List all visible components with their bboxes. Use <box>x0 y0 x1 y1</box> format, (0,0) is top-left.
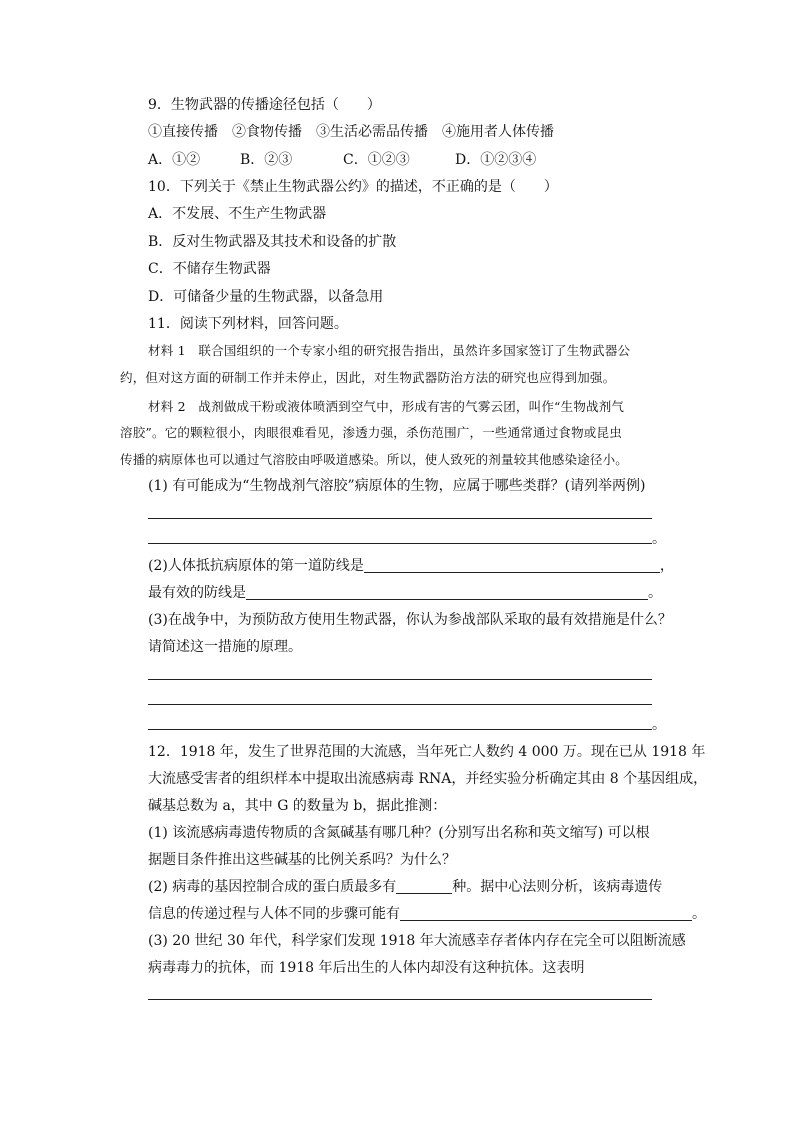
q11-material2-line1: 材料 2 战剂做成干粉或液体喷洒到空气中，形成有害的气雾云团，叫作“生物战剂气 <box>148 399 625 414</box>
answer-blank[interactable] <box>246 585 648 600</box>
q10-stem: 10．下列关于《禁止生物武器公约》的描述，不正确的是（ ） <box>148 179 558 195</box>
q11-material2-line2: 溶胶”。它的颗粒很小，肉眼很难看见，渗透力强，杀伤范围广，一些通常通过食物或昆虫 <box>120 425 622 440</box>
q12-stem-line3: 碱基总数为 a，其中 G 的数量为 b，据此推测： <box>148 798 447 814</box>
end-period: 。 <box>652 531 666 547</box>
q9-stem: 9．生物武器的传播途径包括（ ） <box>148 97 381 113</box>
q12-sub2-line2 <box>148 905 706 923</box>
q10-option-a: A．不发展、不生产生物武器 <box>148 206 327 222</box>
period: 。 <box>648 585 662 601</box>
q12-sub1-line1: (1) 该流感病毒遗传物质的含氮碱基有哪几种？(分别写出名称和英文缩写) 可以根 <box>148 825 650 841</box>
q11-sub3-line1: (3)在战争中，为预防敌方使用生物武器，你认为参战部队采取的最有效措施是什么？ <box>148 612 672 628</box>
answer-line[interactable] <box>148 679 652 680</box>
period: 。 <box>692 906 706 922</box>
comma: ， <box>659 558 674 574</box>
q10-option-b: B．反对生物武器及其技术和设备的扩散 <box>148 234 397 250</box>
answer-blank[interactable] <box>396 879 452 894</box>
q12-sub2-line1 <box>148 878 662 896</box>
q11-sub3-line2: 请简述这一措施的原理。 <box>148 639 302 655</box>
q11-sub2a-text: (2)人体抵抗病原体的第一道防线是 <box>148 558 364 574</box>
q11-stem: 11．阅读下列材料，回答问题。 <box>148 316 348 332</box>
q9-option-c: C．①②③ <box>343 152 410 168</box>
answer-line[interactable] <box>148 999 652 1000</box>
answer-line[interactable] <box>148 704 652 705</box>
answer-line[interactable] <box>148 518 652 519</box>
q9-option-a: A．①② <box>148 152 201 168</box>
q9-items: ①直接传播 ②食物传播 ③生活必需品传播 ④施用者人体传播 <box>148 124 554 140</box>
answer-blank[interactable] <box>400 906 692 921</box>
q12-sub3-line2: 病毒毒力的抗体，而 1918 年后出生的人体内却没有这种抗体。这表明 <box>148 960 585 976</box>
q11-sub1: (1) 有可能成为“生物战剂气溶胶”病原体的生物，应属于哪些类群？(请列举两例) <box>148 478 646 494</box>
answer-line[interactable] <box>148 729 652 730</box>
q11-sub2b-text: 最有效的防线是 <box>148 585 246 601</box>
q10-option-d: D．可储备少量的生物武器，以备急用 <box>148 289 384 305</box>
q12-sub2b-text: 种。据中心法则分析，该病毒遗传 <box>452 879 663 895</box>
q12-sub2a-text: (2) 病毒的基因控制合成的蛋白质最多有 <box>148 879 397 895</box>
q9-option-d: D．①②③④ <box>455 152 537 168</box>
end-period: 。 <box>652 717 666 733</box>
q11-material1-line2: 约，但对这方面的研制工作并未停止，因此，对生物武器防治方法的研究也应得到加强。 <box>120 370 616 385</box>
q11-material1-line1: 材料 1 联合国组织的一个专家小组的研究报告指出，虽然许多国家签订了生物武器公 <box>148 343 631 358</box>
q12-sub1-line2: 据题目条件推出这些碱基的比例关系吗？为什么？ <box>148 852 456 868</box>
q12-sub3-line1: (3) 20 世纪 30 年代，科学家们发现 1918 年大流感幸存者体内存在完全可以阻断流感 <box>148 933 686 949</box>
answer-line[interactable] <box>148 543 652 544</box>
answer-blank[interactable] <box>364 558 660 573</box>
q11-material2-line3: 传播的病原体也可以通过气溶胶由呼吸道感染。所以，使人致死的剂量较其他感染途径小。 <box>120 452 629 467</box>
q12-sub2c-text: 信息的传递过程与人体不同的步骤可能有 <box>148 906 400 922</box>
q12-stem-line1: 12．1918 年，发生了世界范围的大流感，当年死亡人数约 4 000 万。现在已从 1918 年 <box>148 744 706 760</box>
q12-stem-line2: 大流感受害者的组织样本中提取出流感病毒 RNA，并经实验分析确定其由 8 个基因组成， <box>148 771 708 787</box>
q11-sub2-line1 <box>148 557 674 575</box>
q9-option-b: B．②③ <box>240 152 293 168</box>
q10-option-c: C．不储存生物武器 <box>148 261 271 277</box>
q11-sub2-line2 <box>148 584 662 602</box>
